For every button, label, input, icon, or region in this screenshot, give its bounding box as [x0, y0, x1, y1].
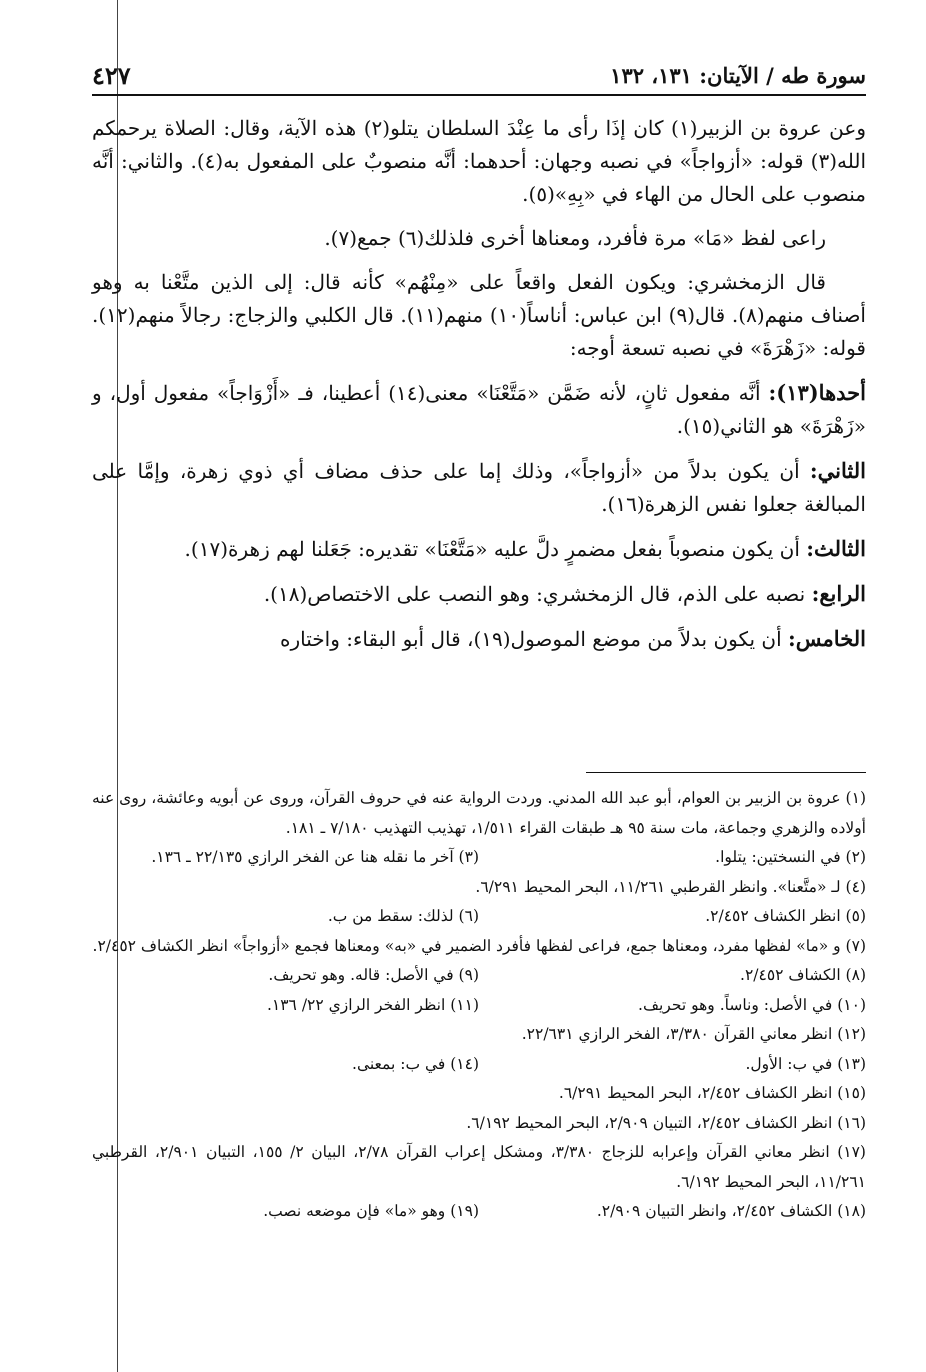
paragraph [92, 454, 866, 521]
footnote: (٤) لـ «متَّعنا». وانظر القرطبي ١١/٢٦١، البحر المحيط ٦/٢٩١. [475, 877, 866, 896]
footnote: (١٣) في ب: الأول. [745, 1054, 866, 1073]
page-number: ٤٢٧ [92, 61, 131, 90]
footnote: (٩) في الأصل: قاله. وهو تحريف. [268, 966, 479, 984]
paragraph-lead: الخامس: [788, 626, 866, 651]
footnote: (١٠) في الأصل: وناساً. وهو تحريف. [638, 995, 866, 1014]
paragraph-text: أن يكون بدلاً من موضع الموصول(١٩)، قال أبو البقاء: واختاره [280, 627, 789, 651]
footnote-separator [586, 772, 866, 773]
footnote: (١٤) في ب: بمعنى. [352, 1054, 479, 1073]
paragraph [92, 532, 866, 566]
main-text [92, 112, 866, 667]
footnote: (١٥) انظر الكشاف ٢/٤٥٢، البحر المحيط ٦/٢٩١. [558, 1084, 866, 1102]
footnote: (٦) لذلك: سقط من ب. [327, 907, 479, 925]
paragraph-lead: الثالث: [806, 536, 866, 561]
footnote: (١٧) انظر معاني القرآن وإعرابه للزجاج ٣/٣٨٠، ومشكل إعراب القرآن ٢/٧٨، البيان ٢/ ١٥٥، التبيان ٢/٩٠١، القرطبي ١١/٢٦١، البحر المحيط ٦/١٩٢. [92, 1143, 866, 1191]
footnote: (٢) في النسختين: يتلوا. [715, 848, 866, 866]
paragraph-lead: أحدها(١٣): [768, 380, 866, 405]
footnote-row [92, 1197, 866, 1227]
paragraph [92, 577, 866, 611]
page-header [92, 44, 866, 96]
footnote: (٣) آخر ما نقله هنا عن الفخر الرازي ٢٢/١٣٥ ـ ١٣٦. [151, 848, 479, 866]
footnote: (١٦) انظر الكشاف ٢/٤٥٢، التبيان ٢/٩٠٩، البحر المحيط ٦/١٩٢. [466, 1113, 866, 1132]
paragraph-text: أن يكون منصوباً بفعل مضمرٍ دلَّ عليه «مَتَّعْنَا» تقديره: جَعَلنا لهم زهرة(١٧). [184, 537, 807, 561]
paragraph: راعى لفظ «مَا» مرة فأفرد، ومعناها أخرى فلذلك(٦) جمع(٧). [324, 226, 826, 250]
running-title: سورة طه / الآيتان: ١٣١، ١٣٢ [610, 63, 866, 88]
footnote: (١٢) انظر معاني القرآن ٣/٣٨٠، الفخر الرازي ٢٢/٦٣١. [521, 1025, 866, 1043]
paragraph-text: أن يكون بدلاً من «أزواجاً»، وذلك إما على حذف مضاف أي ذوي زهرة، وإمَّا على المبالغة جعلوا نفس الزهرة(١٦). [92, 459, 866, 516]
footnotes [92, 784, 866, 1227]
footnote: (٧) و «ما» لفظها مفرد، ومعناها جمع، فراعى لفظها فأفرد الضمير في «به» ومعناها فجمع «أزواجاً» انظر الكشاف ٢/٤٥٢. [92, 936, 866, 955]
paragraph-text: أنَّه مفعول ثانٍ، لأنه ضَمَّن «مَتَّعْنَا» معنى(١٤) أعطينا، فـ «أَزْوَاجاً» مفعول أول، و «زَهْرَةَ» هو الثاني(١٥). [92, 381, 866, 438]
footnote: (٥) انظر الكشاف ٢/٤٥٢. [705, 907, 866, 925]
footnote-row [92, 961, 866, 991]
footnote-row [92, 991, 866, 1021]
footnote: (١) عروة بن الزبير بن العوام، أبو عبد الله المدني. وردت الرواية عنه في حروف القرآن، وروى عن أبويه وعائشة، روى عنه أولاده والزهري وجماعة، مات سنة ٩٥ هـ طبقات القراء ١/٥١١، تهذيب التهذيب ٧/١٨٠ ـ ١٨١. [92, 789, 866, 837]
paragraph [92, 376, 866, 443]
footnote-row [92, 843, 866, 873]
footnote: (١٩) وهو «ما» فإن موضعه نصب. [263, 1202, 479, 1220]
footnote-row [92, 1050, 866, 1080]
paragraph-lead: الرابع: [811, 581, 866, 606]
footnote: (١٨) الكشاف ٢/٤٥٢، وانظر التبيان ٢/٩٠٩. [596, 1202, 866, 1220]
paragraph [92, 622, 866, 656]
paragraph: وعن عروة بن الزبير(١) كان إذَا رأى ما عِنْدَ السلطان يتلو(٢) هذه الآية، وقال: الصلاة يرحمكم الله(٣) قوله: «أزواجاً» في نصبه وجهان: أحدهما: أنَّه منصوبٌ على المفعول به(٤). والثاني: أنَّه منصوب على الحال من الهاء في «بِهِ»(٥). [92, 116, 866, 206]
paragraph-text: نصبه على الذم، قال الزمخشري: وهو النصب على الاختصاص(١٨). [263, 582, 812, 606]
paragraph-lead: الثاني: [809, 458, 866, 483]
footnote: (١١) انظر الفخر الرازي ٢٢/ ١٣٦. [266, 995, 479, 1014]
footnote-row [92, 902, 866, 932]
paragraph: قال الزمخشري: ويكون الفعل واقعاً على «مِنْهُم» كأنه قال: إلى الذين متَّعْنا به وهو أصناف منهم(٨). قال(٩) ابن عباس: أناساً(١٠) منهم(١١). قال الكلبي والزجاج: رجالاً منهم(١٢). قوله: «زَهْرَةَ» في نصبه تسعة أوجه: [92, 270, 866, 360]
footnote: (٨) الكشاف ٢/٤٥٢. [740, 966, 866, 984]
